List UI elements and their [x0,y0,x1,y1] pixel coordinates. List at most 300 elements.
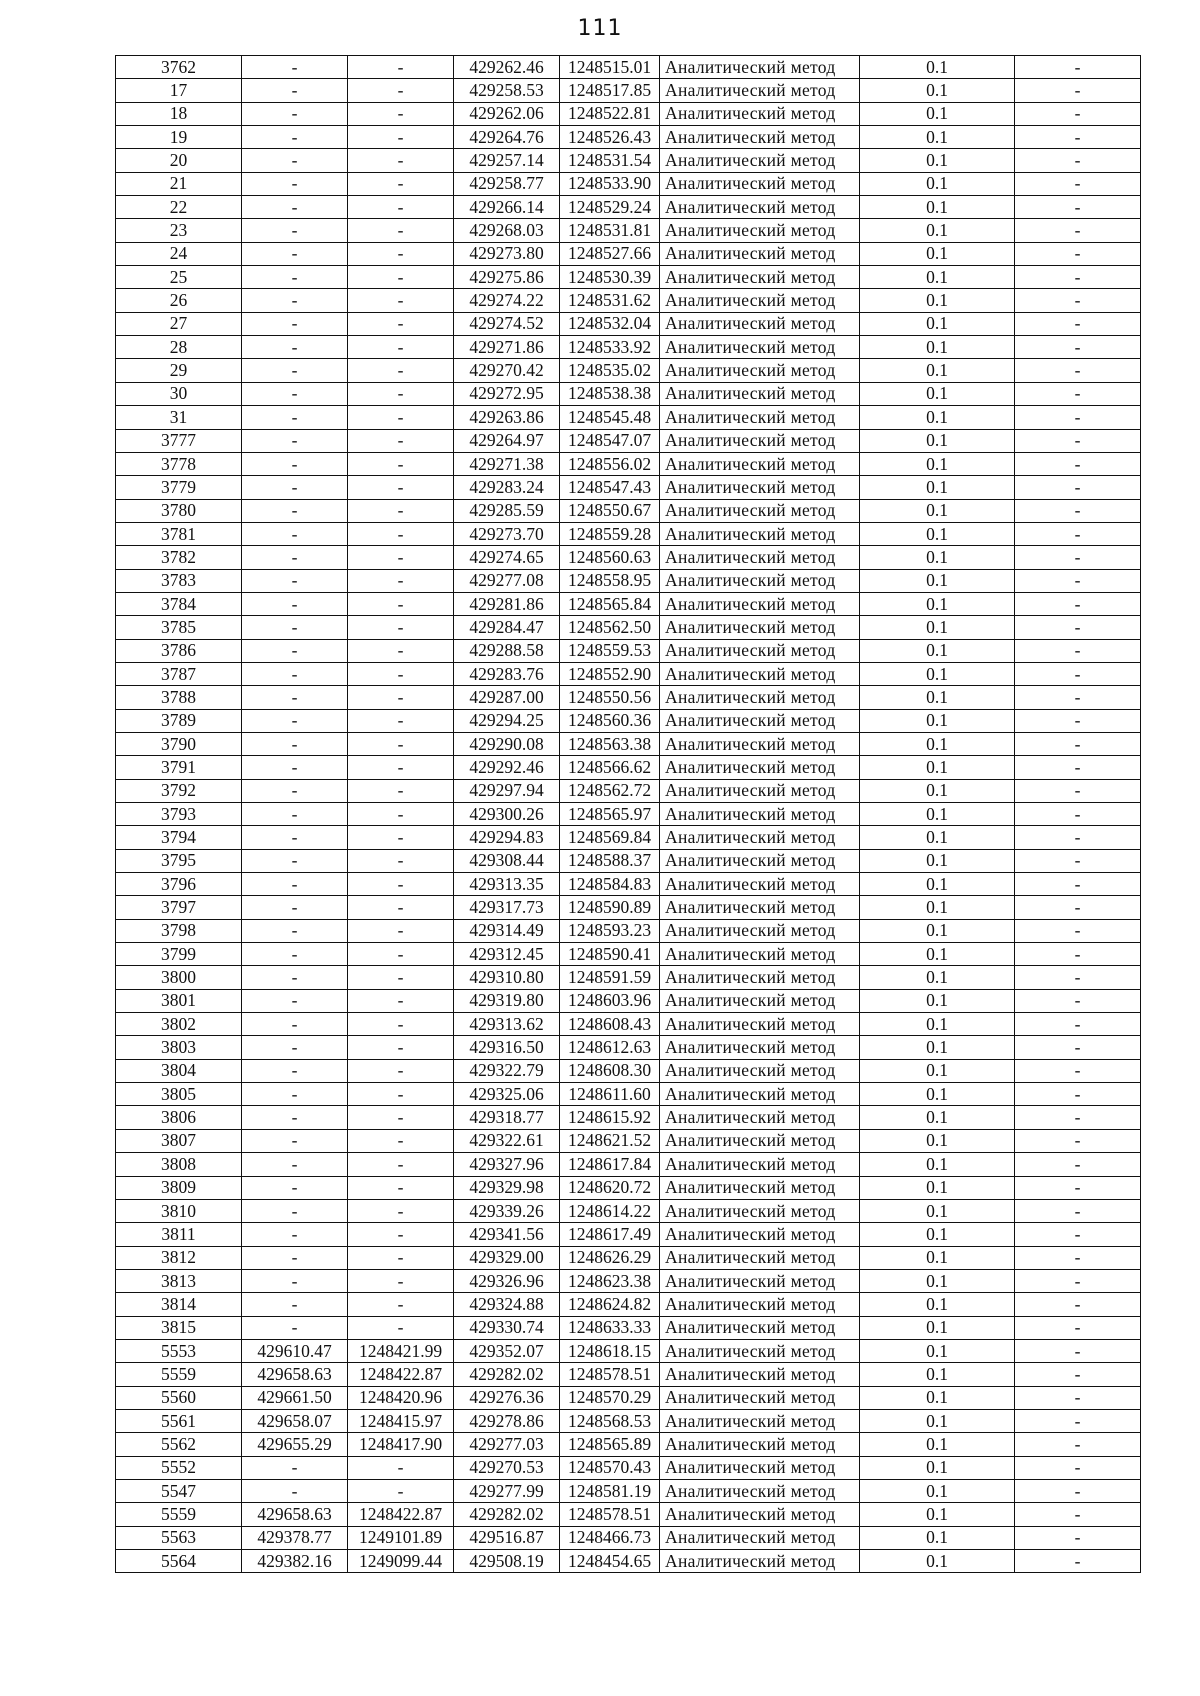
cell-method: Аналитический метод [660,1363,860,1386]
cell-new-x: 429329.00 [454,1246,560,1269]
table-row [116,1246,1141,1269]
cell-method: Аналитический метод [660,732,860,755]
cell-method: Аналитический метод [660,172,860,195]
cell-method: Аналитический метод [660,1293,860,1316]
cell-old-x: - [242,592,348,615]
cell-point-number: 5561 [116,1409,242,1432]
cell-accuracy: 0.1 [860,219,1015,242]
cell-accuracy: 0.1 [860,1550,1015,1573]
cell-old-y: 1248421.99 [348,1339,454,1362]
cell-note: - [1015,1409,1141,1432]
cell-accuracy: 0.1 [860,1316,1015,1339]
cell-point-number: 3795 [116,849,242,872]
cell-accuracy: 0.1 [860,1106,1015,1129]
cell-old-x: - [242,1316,348,1339]
cell-old-y: - [348,312,454,335]
cell-note: - [1015,873,1141,896]
table-row [116,126,1141,149]
cell-point-number: 20 [116,149,242,172]
cell-method: Аналитический метод [660,406,860,429]
table-row [116,452,1141,475]
cell-new-y: 1248615.92 [560,1106,660,1129]
table-row [116,1550,1141,1573]
cell-old-y: - [348,1083,454,1106]
cell-method: Аналитический метод [660,79,860,102]
cell-point-number: 5562 [116,1433,242,1456]
cell-accuracy: 0.1 [860,803,1015,826]
cell-accuracy: 0.1 [860,1059,1015,1082]
cell-old-x: - [242,1293,348,1316]
cell-new-x: 429282.02 [454,1503,560,1526]
cell-point-number: 3790 [116,732,242,755]
cell-new-y: 1248621.52 [560,1129,660,1152]
cell-accuracy: 0.1 [860,1083,1015,1106]
table-row [116,1176,1141,1199]
cell-old-y: - [348,126,454,149]
cell-old-x: - [242,1129,348,1152]
cell-new-x: 429285.59 [454,499,560,522]
table-row [116,873,1141,896]
cell-new-x: 429270.53 [454,1456,560,1479]
cell-new-y: 1248550.56 [560,686,660,709]
cell-note: - [1015,289,1141,312]
cell-point-number: 3787 [116,662,242,685]
cell-note: - [1015,1153,1141,1176]
cell-note: - [1015,662,1141,685]
cell-new-x: 429273.70 [454,522,560,545]
cell-old-y: 1248422.87 [348,1503,454,1526]
cell-note: - [1015,803,1141,826]
cell-old-x: - [242,1013,348,1036]
cell-old-y: - [348,79,454,102]
cell-accuracy: 0.1 [860,1433,1015,1456]
cell-new-y: 1248608.30 [560,1059,660,1082]
cell-point-number: 31 [116,406,242,429]
cell-old-y: - [348,1176,454,1199]
cell-note: - [1015,1456,1141,1479]
cell-old-y: - [348,779,454,802]
table-row [116,989,1141,1012]
cell-note: - [1015,709,1141,732]
table-row [116,849,1141,872]
cell-old-y: - [348,1013,454,1036]
cell-note: - [1015,1339,1141,1362]
cell-new-y: 1248538.38 [560,382,660,405]
cell-point-number: 3782 [116,546,242,569]
cell-point-number: 3786 [116,639,242,662]
cell-note: - [1015,943,1141,966]
cell-old-x: - [242,779,348,802]
cell-method: Аналитический метод [660,476,860,499]
table-row [116,1316,1141,1339]
cell-accuracy: 0.1 [860,289,1015,312]
cell-method: Аналитический метод [660,1246,860,1269]
cell-old-y: - [348,522,454,545]
cell-old-y: - [348,382,454,405]
cell-new-x: 429290.08 [454,732,560,755]
cell-accuracy: 0.1 [860,1479,1015,1502]
cell-new-x: 429317.73 [454,896,560,919]
table-row [116,732,1141,755]
cell-accuracy: 0.1 [860,242,1015,265]
cell-point-number: 3789 [116,709,242,732]
cell-new-y: 1248626.29 [560,1246,660,1269]
table-row [116,592,1141,615]
cell-accuracy: 0.1 [860,1526,1015,1549]
cell-new-x: 429330.74 [454,1316,560,1339]
cell-method: Аналитический метод [660,219,860,242]
cell-point-number: 5563 [116,1526,242,1549]
cell-old-y: - [348,1036,454,1059]
cell-old-x: - [242,873,348,896]
cell-new-y: 1248454.65 [560,1550,660,1573]
cell-old-y: 1249099.44 [348,1550,454,1573]
cell-new-x: 429277.08 [454,569,560,592]
cell-new-x: 429324.88 [454,1293,560,1316]
cell-old-y: - [348,896,454,919]
cell-note: - [1015,312,1141,335]
cell-point-number: 3800 [116,966,242,989]
cell-point-number: 3784 [116,592,242,615]
cell-point-number: 3777 [116,429,242,452]
table-row [116,756,1141,779]
cell-old-x: - [242,1059,348,1082]
cell-method: Аналитический метод [660,546,860,569]
cell-note: - [1015,732,1141,755]
cell-note: - [1015,406,1141,429]
cell-point-number: 3794 [116,826,242,849]
cell-old-x: - [242,966,348,989]
table-row [116,56,1141,79]
cell-old-x: - [242,359,348,382]
cell-old-y: - [348,943,454,966]
cell-new-y: 1248560.36 [560,709,660,732]
table-row [116,1059,1141,1082]
cell-new-y: 1248584.83 [560,873,660,896]
cell-accuracy: 0.1 [860,336,1015,359]
table-row [116,149,1141,172]
cell-new-x: 429283.24 [454,476,560,499]
cell-new-y: 1248591.59 [560,966,660,989]
cell-new-y: 1248552.90 [560,662,660,685]
cell-new-x: 429508.19 [454,1550,560,1573]
cell-point-number: 23 [116,219,242,242]
cell-method: Аналитический метод [660,662,860,685]
table-row [116,569,1141,592]
cell-old-y: - [348,452,454,475]
table-row [116,779,1141,802]
cell-old-y: - [348,1456,454,1479]
cell-new-x: 429276.36 [454,1386,560,1409]
cell-accuracy: 0.1 [860,569,1015,592]
cell-point-number: 3796 [116,873,242,896]
cell-accuracy: 0.1 [860,966,1015,989]
cell-point-number: 3791 [116,756,242,779]
cell-old-y: - [348,873,454,896]
cell-point-number: 3780 [116,499,242,522]
cell-old-y: - [348,546,454,569]
coordinates-table-body [116,56,1141,1573]
cell-new-y: 1248568.53 [560,1409,660,1432]
cell-old-y: - [348,1153,454,1176]
cell-old-y: - [348,1059,454,1082]
cell-new-x: 429294.25 [454,709,560,732]
cell-old-x: 429658.63 [242,1503,348,1526]
table-row [116,242,1141,265]
cell-note: - [1015,522,1141,545]
cell-accuracy: 0.1 [860,826,1015,849]
table-row [116,1106,1141,1129]
cell-new-y: 1248559.28 [560,522,660,545]
cell-old-y: - [348,686,454,709]
cell-method: Аналитический метод [660,359,860,382]
cell-accuracy: 0.1 [860,382,1015,405]
cell-method: Аналитический метод [660,149,860,172]
cell-accuracy: 0.1 [860,522,1015,545]
cell-accuracy: 0.1 [860,1153,1015,1176]
cell-note: - [1015,149,1141,172]
cell-note: - [1015,826,1141,849]
table-row [116,896,1141,919]
cell-accuracy: 0.1 [860,266,1015,289]
cell-old-x: - [242,849,348,872]
cell-note: - [1015,476,1141,499]
cell-accuracy: 0.1 [860,312,1015,335]
cell-method: Аналитический метод [660,943,860,966]
table-row [116,1199,1141,1222]
cell-note: - [1015,499,1141,522]
cell-method: Аналитический метод [660,1433,860,1456]
table-row [116,1433,1141,1456]
cell-accuracy: 0.1 [860,452,1015,475]
cell-accuracy: 0.1 [860,1363,1015,1386]
cell-old-y: - [348,149,454,172]
cell-note: - [1015,336,1141,359]
cell-new-y: 1248531.81 [560,219,660,242]
cell-new-x: 429277.99 [454,1479,560,1502]
cell-new-x: 429312.45 [454,943,560,966]
cell-point-number: 19 [116,126,242,149]
cell-new-y: 1248517.85 [560,79,660,102]
cell-note: - [1015,756,1141,779]
cell-old-y: 1248415.97 [348,1409,454,1432]
cell-note: - [1015,452,1141,475]
table-row [116,102,1141,125]
cell-old-y: - [348,1269,454,1292]
cell-note: - [1015,56,1141,79]
cell-accuracy: 0.1 [860,102,1015,125]
table-row [116,686,1141,709]
cell-point-number: 29 [116,359,242,382]
cell-new-y: 1248558.95 [560,569,660,592]
table-row [116,1129,1141,1152]
cell-old-x: - [242,102,348,125]
cell-method: Аналитический метод [660,1269,860,1292]
cell-old-x: - [242,639,348,662]
cell-new-y: 1248515.01 [560,56,660,79]
table-row [116,1456,1141,1479]
cell-accuracy: 0.1 [860,1456,1015,1479]
cell-accuracy: 0.1 [860,732,1015,755]
cell-new-y: 1248570.29 [560,1386,660,1409]
cell-old-x: - [242,312,348,335]
cell-old-y: 1248422.87 [348,1363,454,1386]
cell-method: Аналитический метод [660,452,860,475]
table-row [116,406,1141,429]
cell-new-x: 429308.44 [454,849,560,872]
table-row [116,289,1141,312]
cell-accuracy: 0.1 [860,686,1015,709]
cell-old-y: - [348,989,454,1012]
table-row [116,1013,1141,1036]
cell-accuracy: 0.1 [860,359,1015,382]
cell-accuracy: 0.1 [860,406,1015,429]
cell-note: - [1015,1550,1141,1573]
cell-new-x: 429322.79 [454,1059,560,1082]
cell-method: Аналитический метод [660,1526,860,1549]
cell-method: Аналитический метод [660,1153,860,1176]
cell-old-y: - [348,406,454,429]
cell-new-y: 1248570.43 [560,1456,660,1479]
cell-new-y: 1248578.51 [560,1363,660,1386]
cell-old-x: - [242,79,348,102]
cell-method: Аналитический метод [660,242,860,265]
cell-note: - [1015,1316,1141,1339]
cell-note: - [1015,1036,1141,1059]
cell-new-y: 1248618.15 [560,1339,660,1362]
cell-point-number: 3785 [116,616,242,639]
cell-new-x: 429257.14 [454,149,560,172]
cell-point-number: 3799 [116,943,242,966]
cell-old-x: - [242,126,348,149]
cell-old-y: - [348,172,454,195]
cell-old-x: - [242,662,348,685]
cell-point-number: 26 [116,289,242,312]
cell-old-x: - [242,1153,348,1176]
cell-note: - [1015,1176,1141,1199]
cell-new-y: 1248550.67 [560,499,660,522]
cell-accuracy: 0.1 [860,546,1015,569]
cell-old-x: - [242,196,348,219]
cell-old-x: - [242,289,348,312]
cell-old-y: - [348,709,454,732]
cell-point-number: 3806 [116,1106,242,1129]
table-row [116,1409,1141,1432]
cell-new-y: 1248562.72 [560,779,660,802]
cell-note: - [1015,1129,1141,1152]
cell-point-number: 3812 [116,1246,242,1269]
cell-note: - [1015,359,1141,382]
cell-note: - [1015,896,1141,919]
cell-old-x: - [242,149,348,172]
cell-note: - [1015,102,1141,125]
table-row [116,1293,1141,1316]
cell-method: Аналитический метод [660,896,860,919]
cell-new-y: 1248569.84 [560,826,660,849]
cell-accuracy: 0.1 [860,429,1015,452]
table-row [116,803,1141,826]
cell-point-number: 3808 [116,1153,242,1176]
cell-old-x: - [242,1223,348,1246]
cell-new-x: 429313.62 [454,1013,560,1036]
cell-old-x: - [242,1479,348,1502]
cell-note: - [1015,546,1141,569]
cell-new-x: 429266.14 [454,196,560,219]
cell-old-y: - [348,219,454,242]
cell-point-number: 3804 [116,1059,242,1082]
cell-new-y: 1248533.92 [560,336,660,359]
cell-new-y: 1248545.48 [560,406,660,429]
cell-old-y: - [348,289,454,312]
cell-old-x: - [242,56,348,79]
cell-point-number: 3798 [116,919,242,942]
cell-old-y: - [348,56,454,79]
table-row [116,499,1141,522]
cell-method: Аналитический метод [660,1316,860,1339]
cell-point-number: 3797 [116,896,242,919]
table-row [116,1083,1141,1106]
cell-new-y: 1248590.41 [560,943,660,966]
cell-new-x: 429264.76 [454,126,560,149]
cell-old-x: 429655.29 [242,1433,348,1456]
cell-point-number: 30 [116,382,242,405]
cell-old-y: - [348,849,454,872]
cell-old-x: - [242,219,348,242]
table-row [116,172,1141,195]
cell-old-x: - [242,406,348,429]
cell-method: Аналитический метод [660,1479,860,1502]
cell-new-y: 1248560.63 [560,546,660,569]
cell-new-x: 429327.96 [454,1153,560,1176]
cell-method: Аналитический метод [660,989,860,1012]
cell-note: - [1015,1363,1141,1386]
cell-new-y: 1248531.62 [560,289,660,312]
table-row [116,429,1141,452]
cell-point-number: 28 [116,336,242,359]
cell-new-y: 1248529.24 [560,196,660,219]
cell-point-number: 3793 [116,803,242,826]
cell-old-x: - [242,1456,348,1479]
cell-new-x: 429283.76 [454,662,560,685]
cell-accuracy: 0.1 [860,662,1015,685]
cell-old-y: - [348,266,454,289]
cell-accuracy: 0.1 [860,1013,1015,1036]
cell-old-y: - [348,1106,454,1129]
cell-note: - [1015,1059,1141,1082]
cell-point-number: 5553 [116,1339,242,1362]
cell-point-number: 5559 [116,1503,242,1526]
cell-accuracy: 0.1 [860,592,1015,615]
cell-new-y: 1248527.66 [560,242,660,265]
cell-accuracy: 0.1 [860,172,1015,195]
cell-accuracy: 0.1 [860,1129,1015,1152]
cell-method: Аналитический метод [660,803,860,826]
cell-old-y: - [348,1223,454,1246]
cell-note: - [1015,79,1141,102]
cell-accuracy: 0.1 [860,919,1015,942]
cell-old-x: - [242,1269,348,1292]
cell-old-x: - [242,546,348,569]
cell-point-number: 3779 [116,476,242,499]
table-row [116,1036,1141,1059]
cell-new-y: 1248466.73 [560,1526,660,1549]
cell-old-y: 1249101.89 [348,1526,454,1549]
cell-old-x: - [242,1106,348,1129]
cell-accuracy: 0.1 [860,616,1015,639]
table-row [116,1479,1141,1502]
coordinates-table [115,55,1141,1573]
cell-new-x: 429326.96 [454,1269,560,1292]
